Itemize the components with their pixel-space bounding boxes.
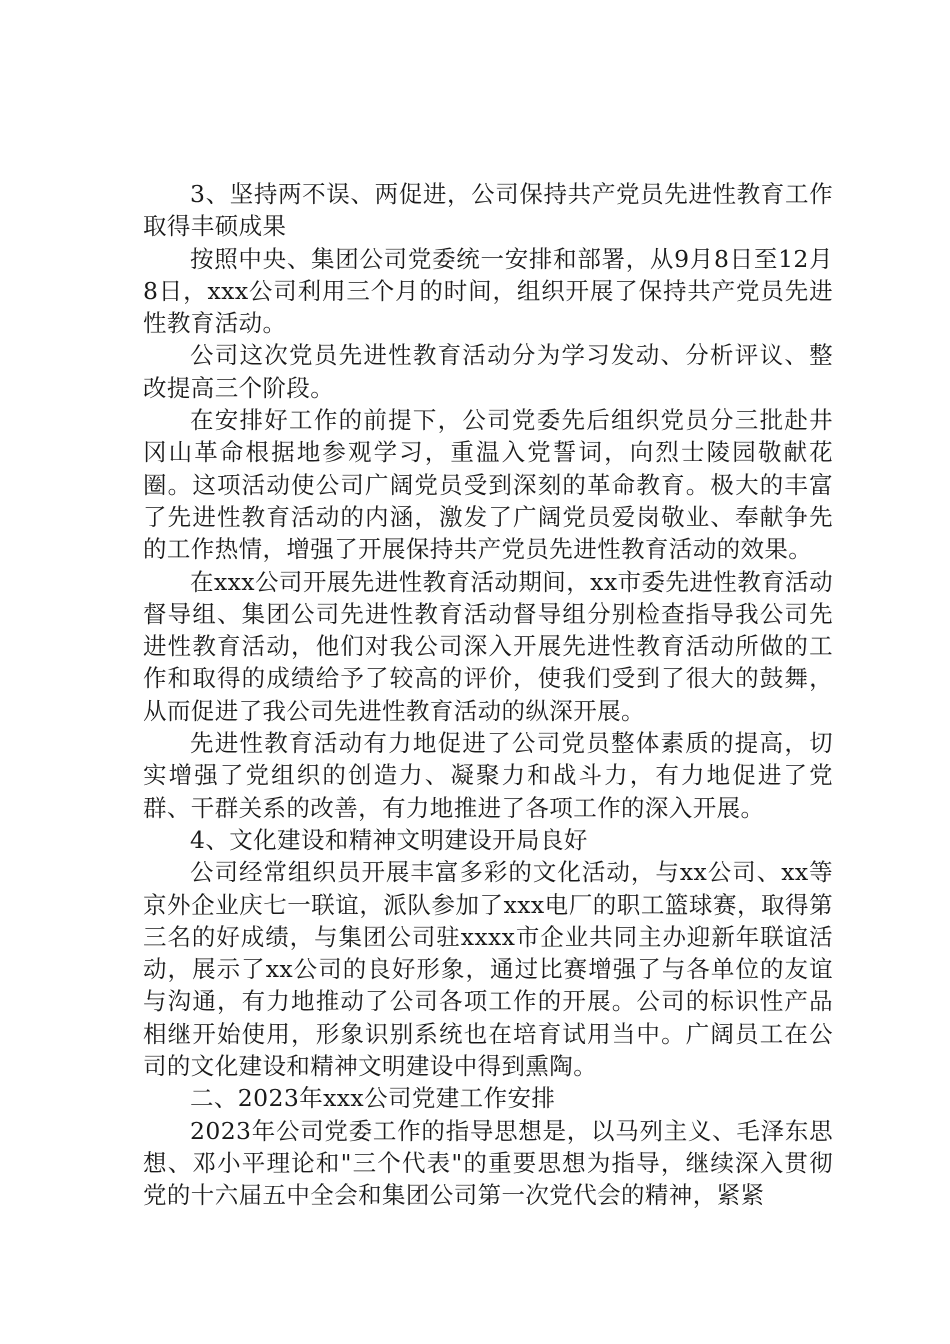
section-heading-3: 3、坚持两不误、两促进，公司保持共产党员先进性教育工作取得丰硕成果: [143, 180, 833, 241]
paragraph: 2023年公司党委工作的指导思想是，以马列主义、毛泽东思想、邓小平理论和"三个代表"的重要思想为指导，继续深入贯彻党的十六届五中全会和集团公司第一次党代会的精神，紧紧: [143, 1116, 833, 1210]
paragraph: 在xxx公司开展先进性教育活动期间，xx市委先进性教育活动督导组、集团公司先进性教育活动督导组分别检查指导我公司先进性教育活动，他们对我公司深入开展先进性教育活动所做的工作和取得的成绩给予了较高的评价，使我们受到了很大的鼓舞，从而促进了我公司先进性教育活动的纵深开展。: [143, 567, 833, 725]
section-heading-4: 4、文化建设和精神文明建设开局良好: [190, 825, 588, 854]
paragraph: 先进性教育活动有力地促进了公司党员整体素质的提高，切实增强了党组织的创造力、凝聚力和战斗力，有力地促进了党群、干群关系的改善，有力地推进了各项工作的深入开展。: [143, 729, 833, 822]
document-body: [143, 178, 833, 1212]
paragraph: 公司经常组织员开展丰富多彩的文化活动，与xx公司、xx等京外企业庆七一联谊，派队参加了xxx电厂的职工篮球赛，取得第三名的好成绩，与集团公司驻xxxx市企业共同主办迎新年联谊活动，展示了xx公司的良好形象，通过比赛增强了与各单位的友谊与沟通，有力地推动了公司各项工作的开展。公司的标识性产品相继开始使用，形象识别系统也在培育试用当中。广阔员工在公司的文化建设和精神文明建设中得到熏陶。: [143, 858, 833, 1081]
paragraph: 按照中央、集团公司党委统一安排和部署，从9月8日至12月8日，xxx公司利用三个月的时间，组织开展了保持共产党员先进性教育活动。: [143, 244, 833, 338]
section-heading-part-2: 二、2023年xxx公司党建工作安排: [190, 1084, 556, 1113]
paragraph: 在安排好工作的前提下，公司党委先后组织党员分三批赴井冈山革命根据地参观学习，重温入党誓词，向烈士陵园敬献花圈。这项活动使公司广阔党员受到深刻的革命教育。极大的丰富了先进性教育活动的内涵，激发了广阔党员爱岗敬业、奉献争先的工作热情，增强了开展保持共产党员先进性教育活动的效果。: [143, 406, 833, 564]
paragraph: 公司这次党员先进性教育活动分为学习发动、分析评议、整改提高三个阶段。: [143, 341, 833, 402]
